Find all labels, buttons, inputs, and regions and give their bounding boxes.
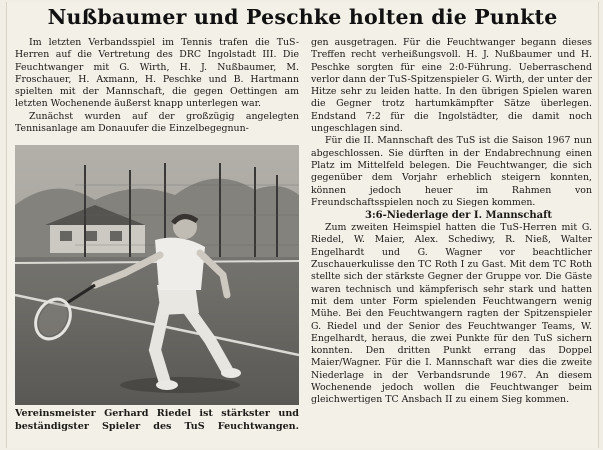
photo-caption: Vereinsmeister Gerhard Riedel ist stärkster und beständigster Spieler des TuS Feuchtwangen. <box>15 408 299 432</box>
paragraph-second-team: Für die II. Mannschaft des TuS ist die Saison 1967 nun abgeschlossen. Sie dürften in der Endabrechnung einen Platz im Mittelfeld belegen. Die Feuchtwanger, die sich gegenüber dem Vorjahr erheblich steigern konnten, können jedoch heuer im Rahmen von Freundschaftsspielen noch zu Siegen kommen. <box>311 135 592 208</box>
subheading-first-team: 3:6-Niederlage der I. Mannschaft <box>364 210 553 222</box>
paragraph-singles-start: Zunächst wurden auf der großzügig angelegten Tennisanlage am Donauufer die Einzelbegegnun- <box>15 110 299 135</box>
headline: Nußbaumer und Peschke holten die Punkte <box>47 5 558 29</box>
tennis-player-photo <box>15 145 299 405</box>
article-left-column <box>15 37 299 135</box>
paragraph-first-team: Zum zweiten Heimspiel hatten die TuS-Herren mit G. Riedel, W. Maier, Alex. Schediwy, R. Nieß, Walter Engelhardt und G. Wagner vor beachtlicher Zuschauerkulisse den TC Roth I zu Gast. Mit dem TC Roth stellte sich der stärkste Gegner der Gruppe vor. Die Gäste waren technisch und kämpferisch sehr stark und hatten mit dem unter Form spielenden Feuchtwangern wenig Mühe. Bei den Feuchtwangern ragten der Spitzenspieler G. Riedel und der Senior des Feuchtwanger Teams, W. Engelhardt, heraus, die zwei Punkte für den TuS sichern konnten. Den dritten Punkt errang das Doppel Maier/Wagner. Für die I. Mannschaft war dies die zweite Niederlage in der Verbandsrunde 1967. An diesem Wochenende jedoch wollen die Feuchtwanger beim gleichwertigen TC Ansbach II zu einem Sieg kommen. <box>311 222 592 406</box>
paragraph-intro: Im letzten Verbandsspiel im Tennis trafen die TuS-Herren auf die Vertretung des DRC Ingolstadt III. Die Feuchtwanger mit G. Wirth, H. J. Nußbaumer, M. Froschauer, H. Axmann, H. Peschke und B. Hartmann spielten mit der Mannschaft, die gegen Oettingen am letzten Wochenende äußerst knapp unterlegen war. <box>15 37 299 110</box>
article-right-column <box>311 37 592 407</box>
newspaper-clipping <box>6 2 599 448</box>
paragraph-singles-result: gen ausgetragen. Für die Feuchtwanger begann dieses Treffen recht verheißungsvoll. H. J. Nußbaumer und H. Peschke sorgten für eine 2:0-Führung. Ueberraschend verlor dann der TuS-Spitzenspieler G. Wirth, der unter der Hitze sehr zu leiden hatte. In den übrigen Spielen waren die Gegner trotz hartumkämpfter Sätze überlegen. Endstand 7:2 für die Ingolstädter, die damit noch ungeschlagen sind. <box>311 37 592 135</box>
